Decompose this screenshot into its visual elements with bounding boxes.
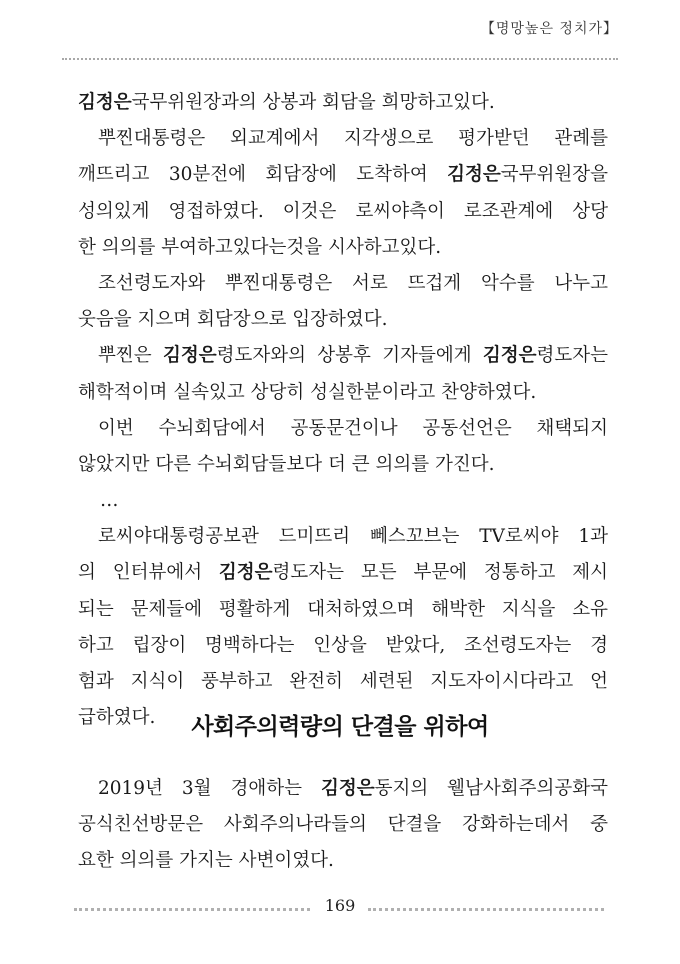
text-segment: 해학적이며 실속있고 상당히 성실한분이라고 찬양하였다. bbox=[78, 381, 537, 403]
text-line bbox=[78, 522, 608, 552]
text-line bbox=[78, 378, 608, 408]
footer-divider-right bbox=[368, 908, 604, 911]
text-segment: 뿌찐은 bbox=[98, 345, 163, 367]
text-line bbox=[78, 233, 608, 263]
text-segment: … bbox=[100, 490, 121, 512]
text-segment: 한 의의를 부여하고있다는것을 시사하고있다. bbox=[78, 236, 442, 258]
text-segment: 의 인터뷰에서 bbox=[78, 562, 219, 584]
leader-name-emphasis: 김정은 bbox=[482, 345, 537, 367]
text-segment: 이번 수뇌회담에서 공동문건이나 공동선언은 채택되지 bbox=[98, 417, 608, 439]
text-line bbox=[78, 124, 608, 154]
text-segment: 령도자는 모든 부문에 정통하고 제시 bbox=[272, 562, 608, 584]
text-segment: 령도자는 bbox=[536, 345, 609, 367]
text-segment: 공식친선방문은 사회주의나라들의 단결을 강화하는데서 중 bbox=[78, 814, 608, 836]
text-segment: 되는 문제들에 평활하게 대처하였으며 해박한 지식을 소유 bbox=[78, 598, 608, 620]
text-segment: 동지의 웰남사회주의공화국 bbox=[374, 778, 608, 799]
leader-name-emphasis: 김정은 bbox=[78, 92, 132, 113]
leader-name-emphasis: 김정은 bbox=[447, 164, 501, 186]
text-segment: 뿌찐대통령은 외교계에서 지각생으로 평가받던 관례를 bbox=[98, 128, 608, 150]
page-number: 169 bbox=[324, 896, 356, 915]
text-segment: 국무위원장을 bbox=[500, 164, 608, 186]
leader-name-emphasis: 김정은 bbox=[218, 562, 273, 584]
running-title: 【명망높은 정치가】 bbox=[480, 21, 618, 37]
text-line bbox=[78, 88, 608, 118]
text-line bbox=[78, 197, 608, 227]
text-segment: 급하였다. bbox=[78, 707, 156, 729]
text-line bbox=[78, 667, 608, 697]
text-line bbox=[78, 846, 608, 876]
text-segment: 성의있게 영접하였다. 이것은 로씨야측이 로조관계에 상당 bbox=[78, 200, 608, 222]
text-line bbox=[78, 450, 608, 480]
text-segment: 조선령도자와 뿌찐대통령은 서로 뜨겁게 악수를 나누고 bbox=[98, 272, 608, 294]
text-segment: 하고 립장이 명백하다는 인상을 받았다, 조선령도자는 경 bbox=[78, 634, 608, 656]
text-line bbox=[78, 631, 608, 661]
text-line bbox=[78, 810, 608, 840]
text-line bbox=[78, 341, 608, 371]
leader-name-emphasis: 김정은 bbox=[320, 778, 375, 799]
text-segment: 깨뜨리고 30분전에 회담장에 도착하여 bbox=[78, 164, 448, 186]
text-line bbox=[78, 595, 608, 625]
section-body-text bbox=[78, 774, 608, 883]
text-segment: 않았지만 다른 수뇌회담들보다 더 큰 의의를 가진다. bbox=[78, 453, 495, 475]
text-line bbox=[78, 558, 608, 588]
header-divider bbox=[62, 58, 618, 60]
text-line bbox=[78, 160, 608, 190]
text-line bbox=[78, 305, 608, 335]
text-segment: 국무위원장과의 상봉과 회담을 희망하고있다. bbox=[131, 92, 495, 113]
text-segment: 험과 지식이 풍부하고 완전히 세련된 지도자이시다라고 언 bbox=[78, 671, 608, 692]
text-line bbox=[78, 414, 608, 444]
text-line bbox=[78, 269, 608, 299]
text-line bbox=[78, 774, 608, 804]
text-segment: 로씨야대통령공보관 드미뜨리 뻬스꼬브는 TV로씨야 1과 bbox=[98, 526, 608, 548]
section-heading: 사회주의력량의 단결을 위하여 bbox=[191, 714, 489, 740]
text-line bbox=[78, 486, 608, 516]
text-segment: 령도자와의 상봉후 기자들에게 bbox=[216, 345, 483, 367]
text-segment: 2019년 3월 경애하는 bbox=[98, 778, 321, 799]
body-text bbox=[78, 88, 608, 739]
text-segment: 요한 의의를 가지는 사변이였다. bbox=[78, 850, 334, 872]
leader-name-emphasis: 김정은 bbox=[162, 345, 217, 367]
text-segment: 웃음을 지으며 회담장으로 입장하였다. bbox=[78, 309, 388, 331]
